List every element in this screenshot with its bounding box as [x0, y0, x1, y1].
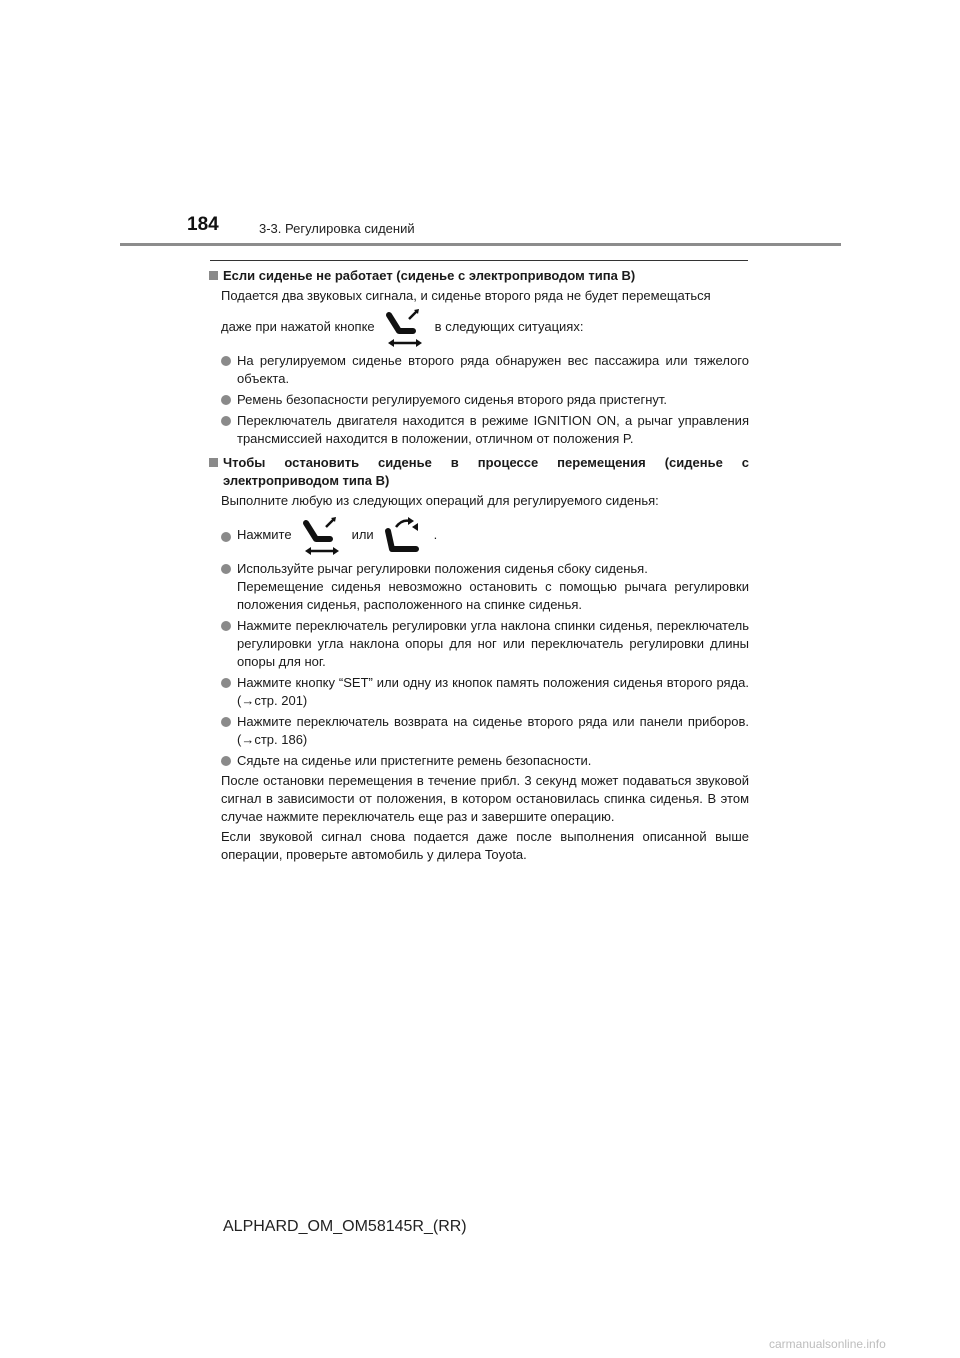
- section2-note-1: После остановки перемещения в течение прибл. 3 секунд может подаваться звуковой сигнал в зависимости от положения, в котором остановилась спинка сиденья. В этом случае нажмите переключатель еще раз и завершите операцию.: [221, 773, 749, 824]
- round-bullet-icon: [221, 621, 231, 631]
- round-bullet-icon: [221, 717, 231, 727]
- round-bullet-icon: [221, 416, 231, 426]
- seat-slide-arrows-icon: [300, 513, 344, 557]
- section-title: 3-3. Регулировка сидений: [259, 221, 415, 236]
- section1-intro-line: даже при нажатой кнопке в следующих ситуациях:: [221, 305, 749, 349]
- section2-intro: Выполните любую из следующих операций для регулируемого сиденья:: [221, 493, 659, 508]
- section1-bullet-3: Переключатель двигателя находится в режиме IGNITION ON, а рычаг управления трансмиссией находится в положении, отличном от положения P.: [207, 412, 749, 448]
- round-bullet-icon: [221, 395, 231, 405]
- section1-bullet-1: На регулируемом сиденье второго ряда обнаружен вес пассажира или тяжелого объекта.: [207, 352, 749, 388]
- section2-bullet-4: Нажмите кнопку “SET” или одну из кнопок память положения сиденья второго ряда. (→стр. 201): [207, 674, 749, 710]
- page-header: [0, 0, 960, 250]
- square-bullet-icon: [209, 458, 218, 467]
- content-divider: [210, 260, 748, 261]
- round-bullet-icon: [221, 532, 231, 542]
- document-code: ALPHARD_OM_OM58145R_(RR): [223, 1218, 467, 1235]
- section2-bullet-6: Сядьте на сиденье или пристегните ремень безопасности.: [207, 752, 749, 770]
- round-bullet-icon: [221, 356, 231, 366]
- section2-bullet-5: Нажмите переключатель возврата на сиденье второго ряда или панели приборов. (→стр. 186): [207, 713, 749, 749]
- seat-slide-arrows-icon: [383, 305, 427, 349]
- page-content: [207, 267, 749, 864]
- round-bullet-icon: [221, 756, 231, 766]
- section1-heading: Если сиденье не работает (сиденье с электроприводом типа B): [207, 267, 749, 285]
- section2-bullet-3: Нажмите переключатель регулировки угла наклона спинки сиденья, переключатель регулировки угла наклона опоры для ног или переключатель регулировки длины опоры для ног.: [207, 617, 749, 671]
- section2-bullet-2: Используйте рычаг регулировки положения сиденья сбоку сиденья. Перемещение сиденья невозможно остановить с помощью рычага регулировки положения сиденья, расположенного на спинке сиденья.: [207, 560, 749, 614]
- round-bullet-icon: [221, 564, 231, 574]
- square-bullet-icon: [209, 271, 218, 280]
- page-number: 184: [187, 214, 219, 235]
- watermark: carmanualsonline.info: [769, 1337, 886, 1351]
- section1-intro: Подается два звуковых сигнала, и сиденье второго ряда не будет перемещаться: [221, 288, 711, 303]
- round-bullet-icon: [221, 678, 231, 688]
- section1-bullet-2: Ремень безопасности регулируемого сиденья второго ряда пристегнут.: [207, 391, 749, 409]
- header-divider: [120, 243, 841, 246]
- section2-heading: Чтобы остановить сиденье в процессе перемещения (сиденье с электроприводом типа B): [207, 454, 749, 490]
- section2-bullet-1: Нажмите или .: [207, 513, 749, 557]
- seat-recline-icon: [382, 513, 426, 557]
- section2-note-2: Если звуковой сигнал снова подается даже после выполнения описанной выше операции, проверьте автомобиль у дилера Toyota.: [221, 829, 749, 862]
